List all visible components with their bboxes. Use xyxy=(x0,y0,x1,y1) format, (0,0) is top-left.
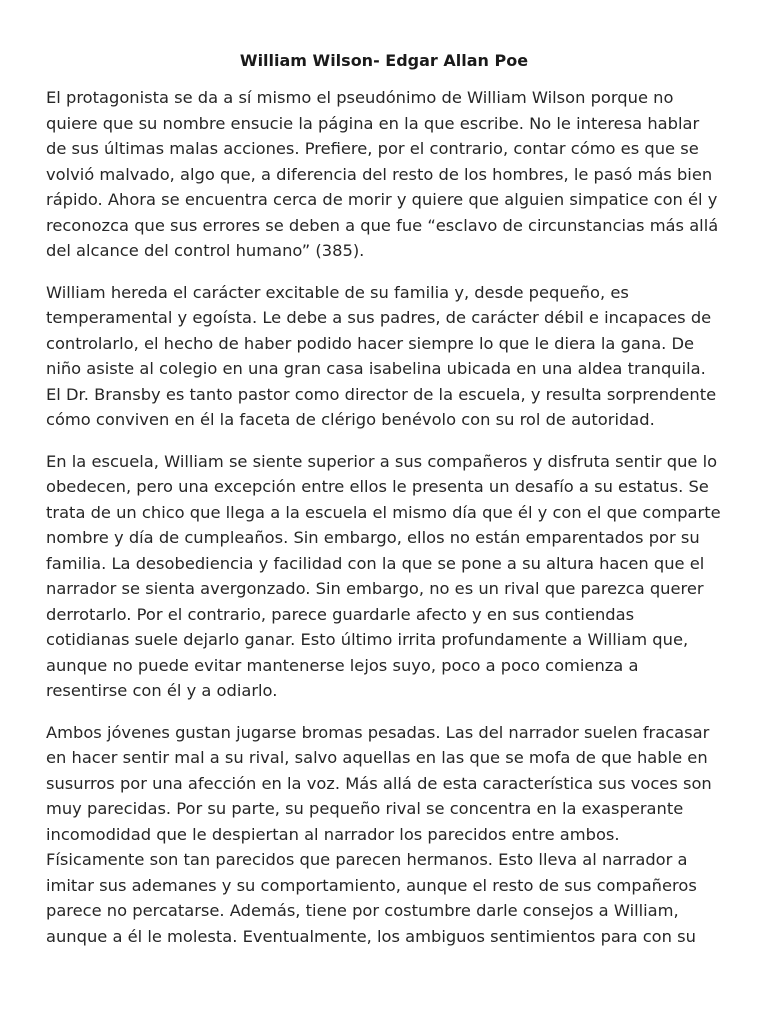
paragraph-1: El protagonista se da a sí mismo el pseudónimo de William Wilson porque no quiere que su nombre ensucie la página en la que escribe. No le interesa hablar de sus últimas malas acciones. Prefiere, por el contrario, contar cómo es que se volvió malvado, algo que, a diferencia del resto de los hombres, le pasó más bien rápido. Ahora se encuentra cerca de morir y quiere que alguien simpatice con él y reconozca que sus errores se deben a que fue “esclavo de circunstancias más allá del alcance del control humano” (385). xyxy=(46,88,719,260)
paragraph-3: En la escuela, William se siente superior a sus compañeros y disfruta sentir que lo obedecen, pero una excepción entre ellos le presenta un desafío a su estatus. Se trata de un chico que llega a la escuela el mismo día que él y con el que comparte nombre y día de cumpleaños. Sin embargo, ellos no están emparentados por su familia. La desobediencia y facilidad con la que se pone a su altura hacen que el narrador se sienta avergonzado. Sin embargo, no es un rival que parezca querer derrotarlo. Por el contrario, parece guardarle afecto y en sus contiendas cotidianas suele dejarlo ganar. Esto último irrita profundamente a William que, aunque no puede evitar mantenerse lejos suyo, poco a poco comienza a resentirse con él y a odiarlo. xyxy=(46,451,721,700)
paragraph-2: William hereda el carácter excitable de su familia y, desde pequeño, es temperamental y egoísta. Le debe a sus padres, de carácter débil e incapaces de controlarlo, el hecho de haber podido hacer siempre lo que le diera la gana. De niño asiste al colegio en una gran casa isabelina ubicada en una aldea tranquila. El Dr. Bransby es tanto pastor como director de la escuela, y resulta sorprendente cómo conviven en él la faceta de clérigo benévolo con su rol de autoridad. xyxy=(46,282,717,429)
document-title: William Wilson- Edgar Allan Poe xyxy=(239,51,529,70)
paragraph-4: Ambos jóvenes gustan jugarse bromas pesadas. Las del narrador suelen fracasar en hacer sentir mal a su rival, salvo aquellas en las que se mofa de que hable en susurros por una afección en la voz. Más allá de esta característica sus voces son muy parecidas. Por su parte, su pequeño rival se concentra en la exasperante incomodidad que le despiertan al narrador los parecidos entre ambos. Físicamente son tan parecidos que parecen hermanos. Esto lleva al narrador a imitar sus ademanes y su comportamiento, aunque el resto de sus compañeros parece no percatarse. Además, tiene por costumbre darle consejos a William, aunque a él le molesta. Eventualmente, los ambiguos sentimientos para con su xyxy=(46,722,712,946)
